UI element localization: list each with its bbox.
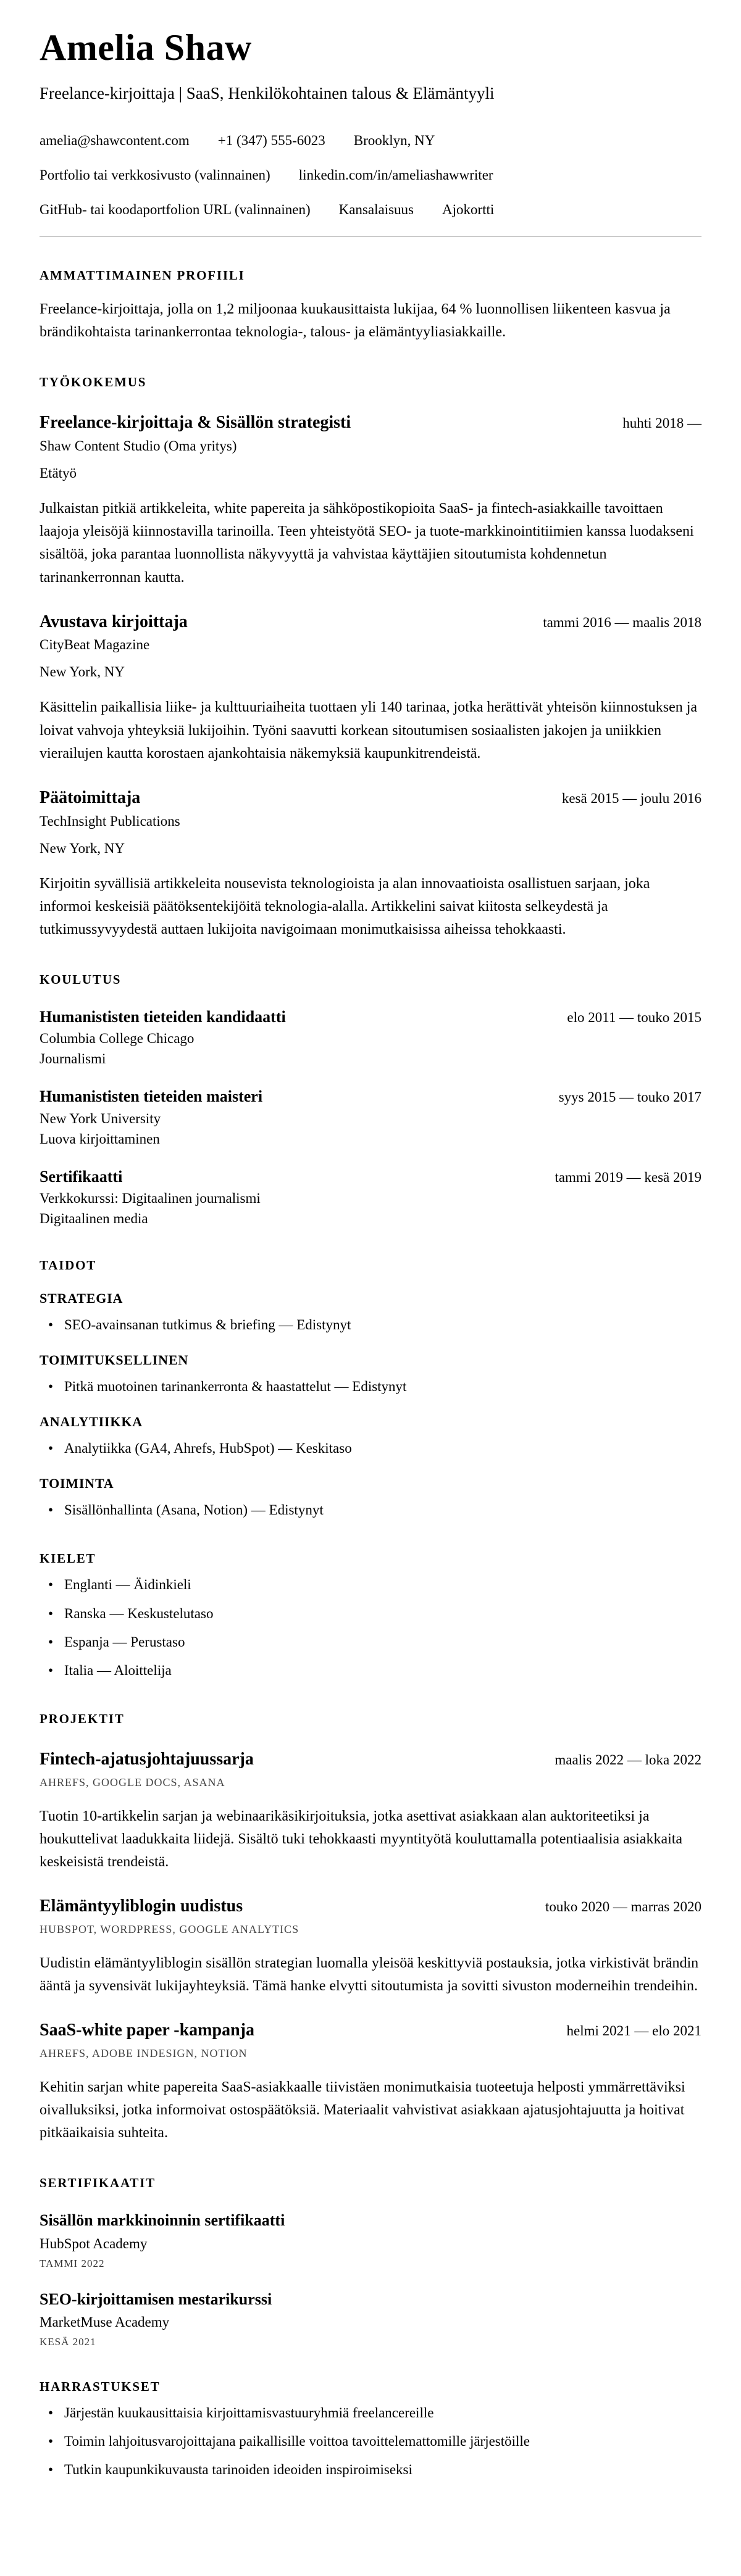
projects-section-heading: PROJEKTIT bbox=[40, 1711, 125, 1727]
field-of-study: Digitaalinen media bbox=[40, 1210, 148, 1226]
project-description: Kehitin sarjan white papereita SaaS-asiakkaalle tiivistäen monimutkaisia tuoteetuja helposti ymmärrettäviksi oivalluksiksi, jotka informoivat ostospäätöksiä. Materiaalit vahvistivat asiakkaan ajatusjohtajuutta ja hoitivat pitkäaikaisia suhteita. bbox=[40, 2079, 685, 2142]
school-name: Columbia College Chicago bbox=[40, 1031, 195, 1047]
language-item: • Englanti — Äidinkieli bbox=[40, 1575, 701, 1595]
contact-info bbox=[40, 133, 701, 218]
hobbies-section-heading: HARRASTUKSET bbox=[40, 2379, 161, 2394]
project-entry-head bbox=[40, 1749, 701, 1770]
work-entry-head bbox=[40, 412, 701, 433]
job-title: Avustava kirjoittaja bbox=[40, 612, 188, 631]
work-section-heading: TYÖKOKEMUS bbox=[40, 375, 147, 390]
degree-title: Humanististen tieteiden kandidaatti bbox=[40, 1008, 286, 1026]
project-date-range: maalis 2022 — loka 2022 bbox=[555, 1752, 701, 1768]
education-date-range: tammi 2019 — kesä 2019 bbox=[555, 1169, 701, 1185]
education-date-range: elo 2011 — touko 2015 bbox=[567, 1010, 701, 1026]
project-tools: AHREFS, GOOGLE DOCS, ASANA bbox=[40, 1776, 225, 1789]
section-profile bbox=[40, 268, 701, 344]
section-skills bbox=[40, 1258, 701, 1521]
job-company: Shaw Content Studio (Oma yritys) bbox=[40, 438, 237, 454]
certification-issuer: MarketMuse Academy bbox=[40, 2314, 170, 2330]
school-name: Verkkokurssi: Digitaalinen journalismi bbox=[40, 1190, 261, 1206]
section-hobbies bbox=[40, 2379, 701, 2480]
certifications-section-heading: SERTIFIKAATIT bbox=[40, 2175, 156, 2191]
hobby-item: • Järjestän kuukausittaisia kirjoittamisvastuuryhmiä freelancereille bbox=[40, 2403, 701, 2423]
job-description: Käsittelin paikallisia liike- ja kulttuuriaiheita tuottaen yli 140 tarinaa, jotka herättivät yhteisön kiinnostuksen ja loivat vahvoja yhteyksiä lukijoihin. Työni saavutti korkean sitoutumisen sosiaalisten jakojen ja uniikkien vierailujen kautta korostaen ajankohtaisia näkemyksiä kaupunkitrendeistä. bbox=[40, 699, 698, 762]
project-title: Elämäntyyliblogin uudistus bbox=[40, 1897, 243, 1916]
skill-item: • Pitkä muotoinen tarinankerronta & haastattelut — Edistynyt bbox=[40, 1377, 701, 1397]
education-entry-head bbox=[40, 1167, 701, 1186]
certification-date: TAMMI 2022 bbox=[40, 2257, 105, 2269]
project-entry bbox=[40, 2020, 701, 2145]
degree-title: Humanististen tieteiden maisteri bbox=[40, 1087, 263, 1106]
education-entry bbox=[40, 1087, 701, 1147]
hobby-item: • Tutkin kaupunkikuvausta tarinoiden ideoiden inspiroimiseksi bbox=[40, 2460, 701, 2480]
certification-title: Sisällön markkinoinnin sertifikaatti bbox=[40, 2211, 285, 2230]
work-entry bbox=[40, 412, 701, 589]
resume-header bbox=[40, 27, 701, 237]
project-date-range: helmi 2021 — elo 2021 bbox=[566, 2023, 701, 2039]
skill-group-label: TOIMITUKSELLINEN bbox=[40, 1352, 189, 1368]
job-location: New York, NY bbox=[40, 840, 125, 856]
skill-group-label: STRATEGIA bbox=[40, 1290, 124, 1306]
language-item: • Ranska — Keskustelutaso bbox=[40, 1604, 701, 1624]
section-education bbox=[40, 972, 701, 1227]
skill-item: • Sisällönhallinta (Asana, Notion) — Edistynyt bbox=[40, 1500, 701, 1520]
phone-text: +1 (347) 555-6023 bbox=[217, 133, 325, 149]
citizenship-text: Kansalaisuus bbox=[338, 202, 414, 218]
project-entry-head bbox=[40, 1896, 701, 1917]
skill-group-list bbox=[40, 1439, 701, 1458]
field-of-study: Luova kirjoittaminen bbox=[40, 1131, 160, 1147]
job-location: Etätyö bbox=[40, 465, 77, 481]
languages-section-heading: KIELET bbox=[40, 1551, 96, 1566]
job-location: New York, NY bbox=[40, 664, 125, 680]
skill-group-list bbox=[40, 1377, 701, 1397]
job-title: Freelance-kirjoittaja & Sisällön strategisti bbox=[40, 413, 351, 433]
education-date-range: syys 2015 — touko 2017 bbox=[558, 1089, 701, 1105]
languages-list bbox=[40, 1575, 701, 1681]
hobbies-list bbox=[40, 2403, 701, 2480]
work-entry bbox=[40, 787, 701, 941]
school-name: New York University bbox=[40, 1110, 161, 1126]
project-date-range: touko 2020 — marras 2020 bbox=[545, 1899, 701, 1915]
section-projects bbox=[40, 1711, 701, 2145]
job-company: CityBeat Magazine bbox=[40, 637, 150, 653]
candidate-headline: Freelance-kirjoittaja | SaaS, Henkilökohtainen talous & Elämäntyyli bbox=[40, 84, 495, 102]
skill-item: • Analytiikka (GA4, Ahrefs, HubSpot) — Keskitaso bbox=[40, 1439, 701, 1458]
candidate-name: Amelia Shaw bbox=[40, 27, 252, 68]
project-entry-head bbox=[40, 2020, 701, 2041]
drivers-license-text: Ajokortti bbox=[442, 202, 495, 218]
section-certifications bbox=[40, 2175, 701, 2348]
header-divider bbox=[40, 236, 701, 237]
certification-entry bbox=[40, 2290, 701, 2348]
project-entry bbox=[40, 1749, 701, 1874]
job-date-range: tammi 2016 — maalis 2018 bbox=[543, 614, 701, 630]
profile-summary: Freelance-kirjoittaja, jolla on 1,2 miljoonaa kuukausittaista lukijaa, 64 % luonnollisen liikenteen kasvua ja brändikohtaista tarinankerrontaa teknologia-, talous- ja elämäntyyliasiakkaille. bbox=[40, 301, 671, 341]
job-date-range: huhti 2018 — bbox=[622, 415, 701, 431]
email-text: amelia@shawcontent.com bbox=[40, 133, 190, 149]
skill-group-label: TOIMINTA bbox=[40, 1476, 114, 1492]
certification-issuer: HubSpot Academy bbox=[40, 2235, 148, 2251]
work-entry-head bbox=[40, 787, 701, 808]
project-tools: AHREFS, ADOBE INDESIGN, NOTION bbox=[40, 2046, 248, 2059]
project-description: Uudistin elämäntyyliblogin sisällön strategian luomalla yleisöä keskittyviä postauksia, jotka virkistivät brändin ääntä ja syvensivät lukijayhteyksiä. Tämä hanke elvytti sitoutumista ja sovitti sivuston moderneihin trendeihin. bbox=[40, 1955, 699, 1995]
education-entry-head bbox=[40, 1007, 701, 1026]
skill-group-label: ANALYTIIKKA bbox=[40, 1414, 143, 1430]
location-text: Brooklyn, NY bbox=[353, 133, 435, 149]
certification-title: SEO-kirjoittamisen mestarikurssi bbox=[40, 2290, 272, 2308]
project-title: Fintech-ajatusjohtajuussarja bbox=[40, 1750, 254, 1769]
education-entry bbox=[40, 1167, 701, 1227]
language-item: • Italia — Aloittelija bbox=[40, 1661, 701, 1681]
contact-row-3 bbox=[40, 202, 701, 218]
project-entry bbox=[40, 1896, 701, 1998]
certification-entry bbox=[40, 2211, 701, 2269]
portfolio-placeholder-text: Portfolio tai verkkosivusto (valinnainen) bbox=[40, 167, 270, 183]
education-entry-head bbox=[40, 1087, 701, 1106]
job-title: Päätoimittaja bbox=[40, 787, 141, 807]
skill-item: • SEO-avainsanan tutkimus & briefing — Edistynyt bbox=[40, 1315, 701, 1335]
hobby-item: • Toimin lahjoitusvarojoittajana paikallisille voittoa tavoittelemattomille järjestöille bbox=[40, 2432, 701, 2451]
field-of-study: Journalismi bbox=[40, 1051, 106, 1067]
work-entry-head bbox=[40, 612, 701, 633]
work-entry bbox=[40, 612, 701, 765]
project-title: SaaS-white paper -kampanja bbox=[40, 2021, 254, 2040]
section-languages bbox=[40, 1551, 701, 1681]
job-company: TechInsight Publications bbox=[40, 813, 180, 829]
education-section-heading: KOULUTUS bbox=[40, 972, 122, 987]
contact-row-1 bbox=[40, 133, 701, 149]
skills-section-heading: TAIDOT bbox=[40, 1257, 97, 1273]
education-entry bbox=[40, 1007, 701, 1067]
contact-row-2 bbox=[40, 167, 701, 183]
certification-date: KESÄ 2021 bbox=[40, 2335, 96, 2348]
github-placeholder-text: GitHub- tai koodaportfolion URL (valinnainen) bbox=[40, 202, 311, 218]
profile-section-heading: AMMATTIMAINEN PROFIILI bbox=[40, 268, 245, 283]
job-description: Julkaistan pitkiä artikkeleita, white papereita ja sähköpostikopioita SaaS- ja fintech-asiakkaille tavoittaen laajoja yleisöjä kiinnostavilla tarinoilla. Teen yhteistyötä SEO- ja tuote-markkinointitiimien kanssa luodakseni sisältöä, joka parantaa luonnollista näkyvyyttä ja vahvistaa käyttäjien sitoutumista kohdennetun tarinankerronnan kautta. bbox=[40, 501, 694, 586]
project-tools: HUBSPOT, WORDPRESS, GOOGLE ANALYTICS bbox=[40, 1922, 299, 1935]
linkedin-text: linkedin.com/in/ameliashawwriter bbox=[298, 167, 493, 183]
skill-group-list bbox=[40, 1315, 701, 1335]
job-date-range: kesä 2015 — joulu 2016 bbox=[561, 790, 701, 806]
language-item: • Espanja — Perustaso bbox=[40, 1632, 701, 1652]
section-work-experience bbox=[40, 375, 701, 941]
degree-title: Sertifikaatti bbox=[40, 1167, 123, 1186]
job-description: Kirjoitin syvällisiä artikkeleita nousevista teknologioista ja alan innovaatioista osallistuen sarjaan, joka informoi keskeisiä päätöksentekijöitä teknologia-alalla. Artikkelini saivat kiitosta selkeydestä ja tutkimussyvyydestä auttaen lukijoita navigoimaan monimutkaisissa aiheissa tehokkaasti. bbox=[40, 875, 650, 937]
project-description: Tuotin 10-artikkelin sarjan ja webinaarikäsikirjoituksia, jotka asettivat asiakkaan alan auktoriteetiksi ja houkuttelivat laadukkaita liidejä. Sisältö tuki tehokkaasti myyntityötä kouluttamalla potentiaalisia asiakkaita keskeisistä trendeistä. bbox=[40, 1808, 683, 1871]
skill-group-list bbox=[40, 1500, 701, 1520]
